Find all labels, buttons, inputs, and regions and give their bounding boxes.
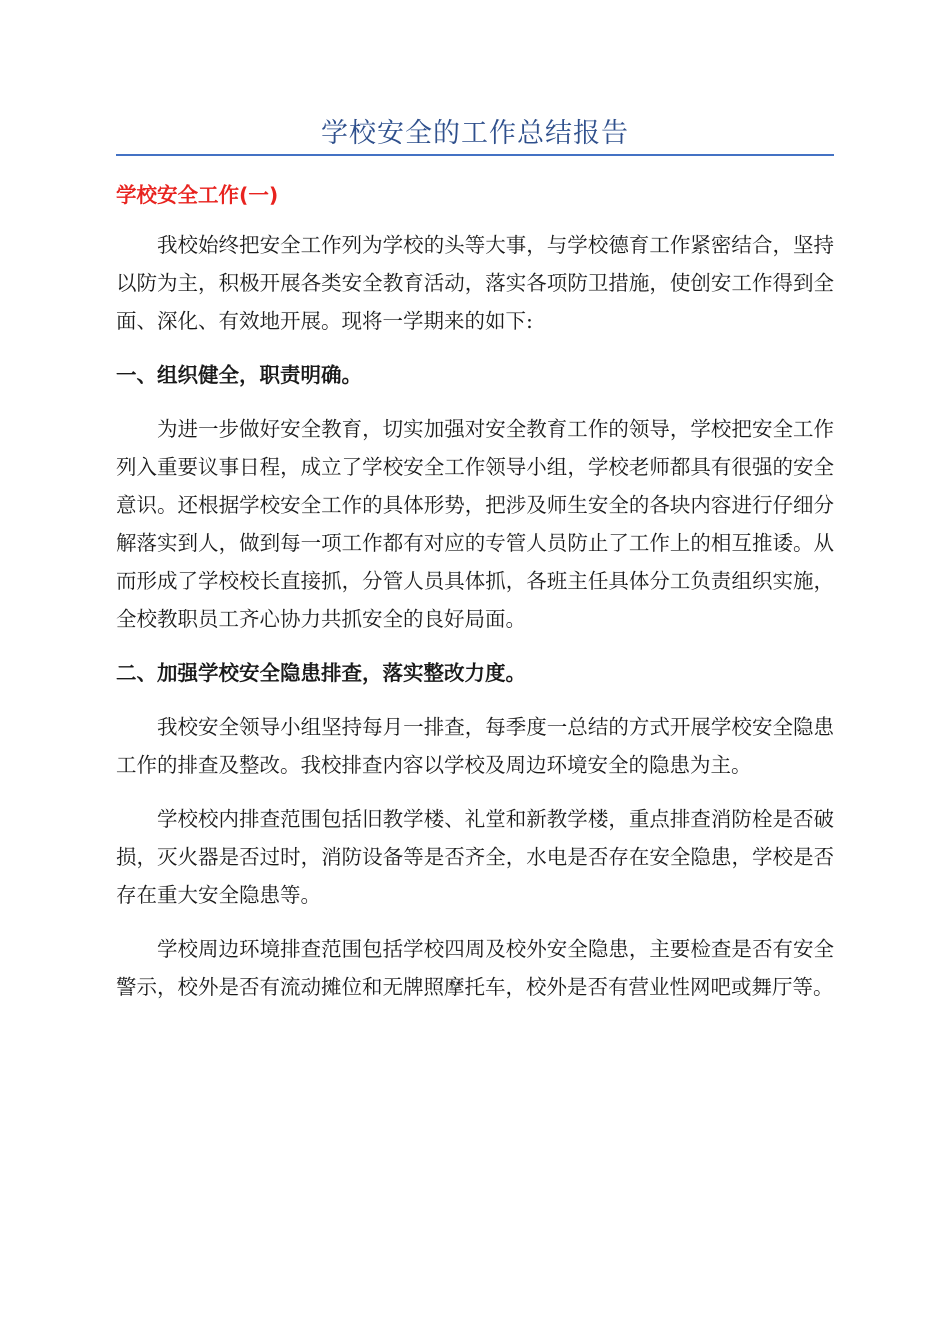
heading-hazard-inspection: 二、加强学校安全隐患排查，落实整改力度。 (116, 661, 526, 685)
paragraph-campus-inspection: 学校校内排查范围包括旧教学楼、礼堂和新教学楼，重点排查消防栓是否破损，灭火器是否过时，消防设备等是否齐全，水电是否存在安全隐患，学校是否存在重大安全隐患等。 (116, 807, 834, 907)
paragraph-inspection-method: 我校安全领导小组坚持每月一排查，每季度一总结的方式开展学校安全隐患工作的排查及整改。我校排查内容以学校及周边环境安全的隐患为主。 (116, 715, 834, 777)
document-title: 学校安全的工作总结报告 (321, 118, 629, 149)
document-body (116, 176, 834, 1022)
paragraph-surroundings-inspection: 学校周边环境排查范围包括学校四周及校外安全隐患，主要检查是否有安全警示，校外是否有流动摊位和无牌照摩托车，校外是否有营业性网吧或舞厅等。 (116, 937, 834, 999)
section-label: 学校安全工作(一) (116, 183, 279, 207)
title-divider (116, 154, 834, 156)
paragraph-organization: 为进一步做好安全教育，切实加强对安全教育工作的领导，学校把安全工作列入重要议事日程，成立了学校安全工作领导小组，学校老师都具有很强的安全意识。还根据学校安全工作的具体形势，把涉及师生安全的各块内容进行仔细分解落实到人，做到每一项工作都有对应的专管人员防止了工作上的相互推诿。从而形成了学校校长直接抓，分管人员具体抓，各班主任具体分工负责组织实施，全校教职员工齐心协力共抓安全的良好局面。 (116, 417, 834, 631)
heading-organization: 一、组织健全，职责明确。 (116, 363, 362, 387)
intro-paragraph: 我校始终把安全工作列为学校的头等大事，与学校德育工作紧密结合，坚持以防为主，积极开展各类安全教育活动，落实各项防卫措施，使创安工作得到全面、深化、有效地开展。现将一学期来的如下: (116, 233, 834, 333)
